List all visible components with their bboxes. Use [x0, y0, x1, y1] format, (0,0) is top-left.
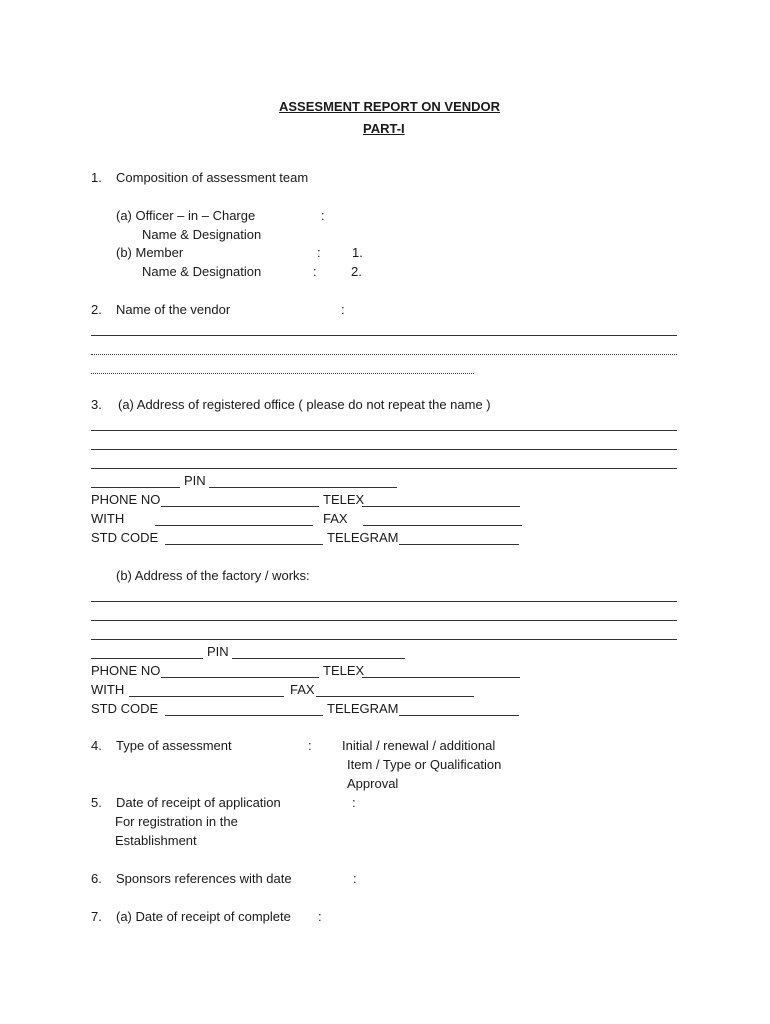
factory-address-line-2[interactable] — [91, 620, 677, 621]
item-3b-label: (b) Address of the factory / works: — [116, 568, 310, 583]
office-city-line[interactable] — [91, 487, 180, 488]
item-6-colon: : — [353, 871, 357, 886]
item-2-label: Name of the vendor — [116, 302, 231, 317]
factory-city-line[interactable] — [91, 658, 203, 659]
item-3a-label: (a) Address of registered office ( please do not repeat the name ) — [118, 397, 491, 412]
page-subtitle: PART-I — [363, 121, 405, 136]
item-1b-label: (b) Member — [116, 245, 184, 260]
item-4-colon: : — [308, 738, 312, 753]
office-std-line[interactable] — [165, 544, 323, 545]
member-2-number: 2. — [351, 264, 362, 279]
item-4-label: Type of assessment — [116, 738, 232, 753]
office-fax-line[interactable] — [363, 525, 522, 526]
item-5-colon: : — [352, 795, 356, 810]
factory-address-line-1[interactable] — [91, 601, 677, 602]
office-std-label: STD CODE — [91, 530, 159, 545]
factory-phone-line[interactable] — [161, 677, 319, 678]
factory-fax-line[interactable] — [316, 696, 474, 697]
item-7-number: 7. — [91, 909, 102, 924]
item-6-number: 6. — [91, 871, 102, 886]
factory-pin-line[interactable] — [232, 658, 405, 659]
office-pin-line[interactable] — [209, 487, 397, 488]
member-1-number: 1. — [352, 245, 363, 260]
office-fax-label: FAX — [323, 511, 348, 526]
item-5-label-2: For registration in the — [115, 814, 238, 829]
item-5-number: 5. — [91, 795, 102, 810]
item-1b-label-2: Name & Designation — [142, 264, 262, 279]
office-telex-line[interactable] — [362, 506, 520, 507]
item-1a-colon: : — [321, 208, 325, 223]
item-5-label-3: Establishment — [115, 833, 197, 848]
factory-phone-label: PHONE NO — [91, 663, 161, 678]
office-phone-label: PHONE NO — [91, 492, 161, 507]
factory-address-line-3[interactable] — [91, 639, 677, 640]
office-telegram-label: TELEGRAM — [327, 530, 399, 545]
factory-std-line[interactable] — [165, 715, 323, 716]
assessment-type-value-1: Initial / renewal / additional — [342, 738, 496, 753]
page-title: ASSESMENT REPORT ON VENDOR — [279, 99, 501, 114]
item-1b-colon-2: : — [313, 264, 317, 279]
vendor-name-line-2[interactable] — [91, 354, 677, 355]
item-7-colon: : — [318, 909, 322, 924]
item-4-number: 4. — [91, 738, 102, 753]
office-with-label: WITH — [91, 511, 125, 526]
factory-telegram-label: TELEGRAM — [327, 701, 399, 716]
item-6-label: Sponsors references with date — [116, 871, 292, 886]
vendor-name-line-1[interactable] — [91, 335, 677, 336]
factory-telex-line[interactable] — [362, 677, 520, 678]
item-2-number: 2. — [91, 302, 102, 317]
item-2-colon: : — [341, 302, 345, 317]
office-address-line-1[interactable] — [91, 430, 677, 431]
item-1-number: 1. — [91, 170, 102, 185]
item-1-label: Composition of assessment team — [116, 170, 309, 185]
item-1a-label-2: Name & Designation — [142, 227, 262, 242]
factory-with-line[interactable] — [129, 696, 284, 697]
office-pin-label: PIN — [184, 473, 206, 488]
factory-telegram-line[interactable] — [399, 715, 519, 716]
factory-fax-label: FAX — [290, 682, 315, 697]
office-address-line-2[interactable] — [91, 449, 677, 450]
factory-pin-label: PIN — [207, 644, 229, 659]
vendor-name-line-3[interactable] — [91, 373, 474, 374]
factory-with-label: WITH — [91, 682, 125, 697]
office-phone-line[interactable] — [161, 506, 319, 507]
item-5-label: Date of receipt of application — [116, 795, 281, 810]
assessment-type-value-2: Item / Type or Qualification — [347, 757, 502, 772]
item-1b-colon-1: : — [317, 245, 321, 260]
item-1a-label: (a) Officer – in – Charge — [116, 208, 256, 223]
item-3-number: 3. — [91, 397, 102, 412]
office-telegram-line[interactable] — [399, 544, 519, 545]
factory-telex-label: TELEX — [323, 663, 365, 678]
assessment-type-value-3: Approval — [347, 776, 399, 791]
office-with-line[interactable] — [155, 525, 313, 526]
item-7a-label: (a) Date of receipt of complete — [116, 909, 291, 924]
factory-std-label: STD CODE — [91, 701, 159, 716]
office-address-line-3[interactable] — [91, 468, 677, 469]
office-telex-label: TELEX — [323, 492, 365, 507]
